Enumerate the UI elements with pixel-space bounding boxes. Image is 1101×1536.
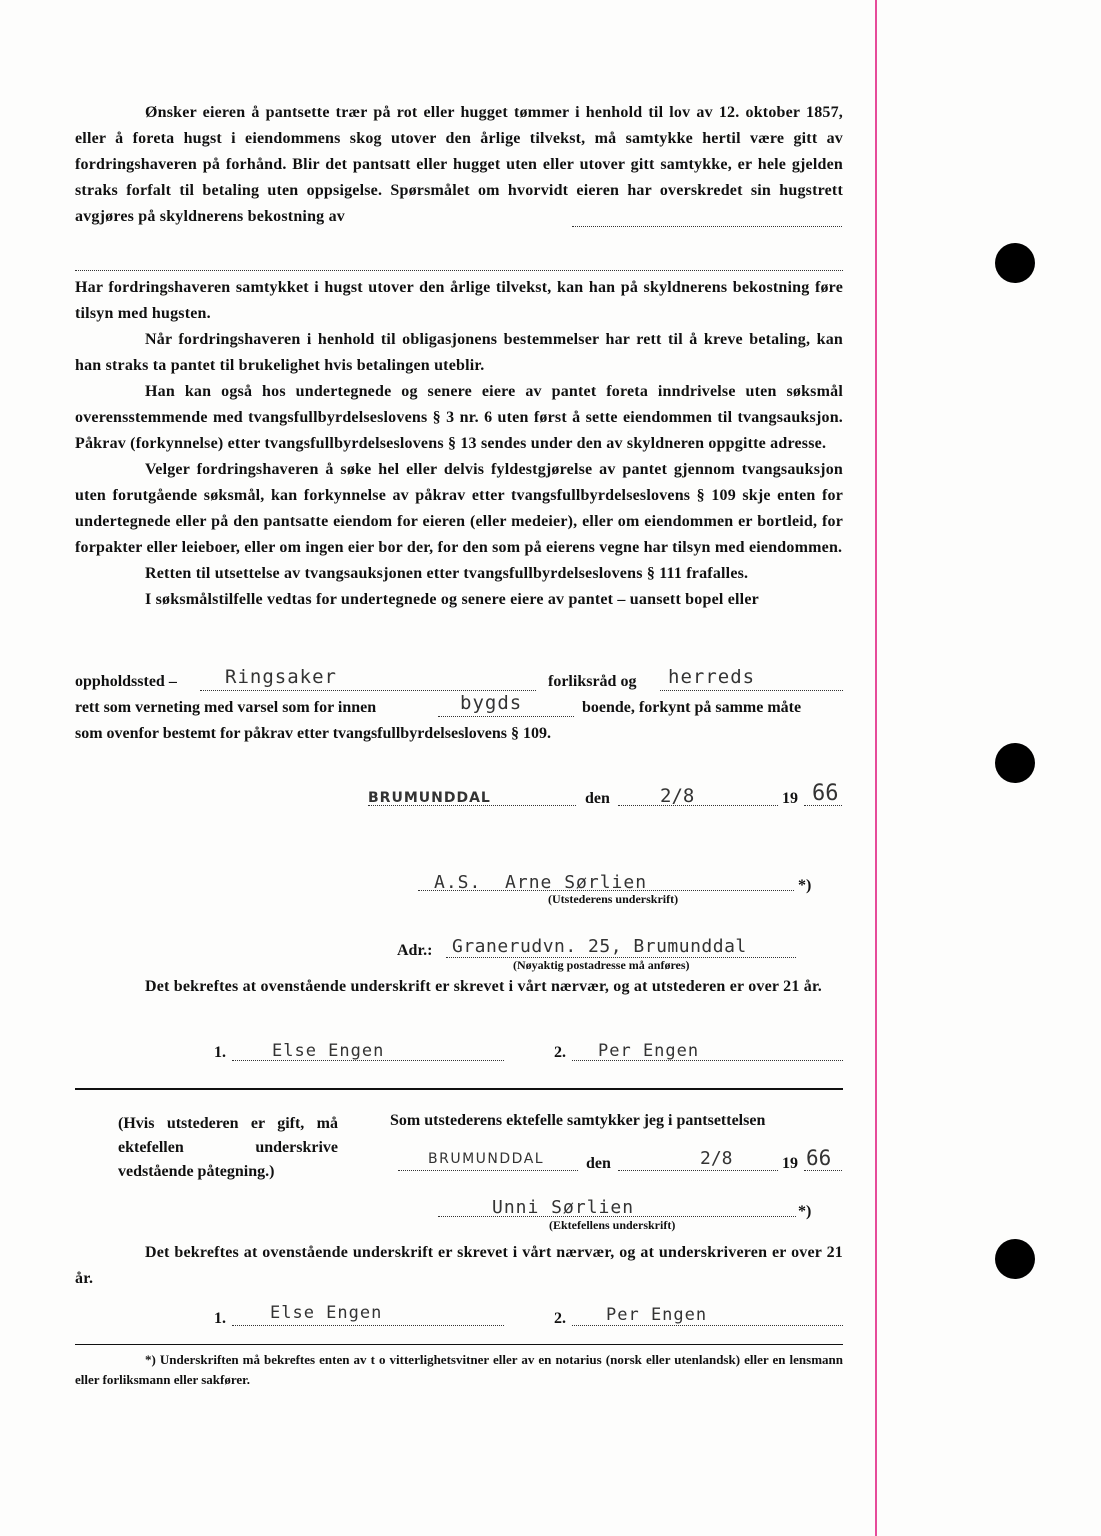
year-prefix: 19 [782, 1155, 798, 1172]
year-value: 66 [806, 1146, 832, 1170]
venue-place: Ringsaker [225, 666, 337, 688]
spouse-note: (Hvis utstederen er gift, må ektefellen underskrive vedstående påtegning.) [118, 1115, 338, 1180]
punch-hole [995, 243, 1035, 283]
witness-signature: Per Engen [606, 1305, 708, 1325]
spouse-signature: Unni Sørlien [492, 1197, 635, 1218]
fill-line [804, 1170, 842, 1171]
issuer-caption: (Utstederens underskrift) [548, 892, 679, 906]
fill-line [200, 690, 536, 691]
witness-signature: Else Engen [270, 1303, 383, 1323]
address-label: Adr.: [397, 942, 433, 959]
footnote-marker: *) [798, 877, 812, 894]
date-value: 2/8 [700, 1148, 733, 1169]
venue-prefix: oppholdssted – [75, 673, 177, 690]
punch-hole [995, 743, 1035, 783]
fill-line [75, 270, 843, 271]
paragraph-text: Når fordringshaveren i henhold til obligasjonens bestemmelser har rett til å kreve betaling, kan han straks ta pantet til brukelighet hvis betalingen uteblir. [75, 331, 843, 374]
spouse-consent: Som utstederens ektefelle samtykker jeg i pantsettelsen [390, 1112, 766, 1129]
fill-line [572, 226, 842, 227]
spouse-caption: (Ektefellens underskrift) [549, 1218, 676, 1232]
confirmation-issuer [75, 974, 843, 1000]
fill-line [618, 1170, 778, 1171]
witness-number: 1. [214, 1310, 226, 1327]
date-value: 2/8 [660, 785, 695, 807]
fill-line [438, 716, 574, 717]
venue-line3: som ovenfor bestemt for påkrav etter tvangsfullbyrdelseslovens § 109. [75, 725, 551, 742]
year-value: 66 [812, 781, 839, 806]
date-place: BRUMUNDDAL [368, 790, 491, 806]
date-place: BRUMUNDDAL [428, 1151, 545, 1167]
witness-line [572, 1325, 843, 1326]
address-caption: (Nøyaktig postadresse må anføres) [513, 958, 690, 972]
venue-line2-suffix: boende, forkynt på samme måte [582, 699, 802, 716]
section-divider [75, 1088, 843, 1090]
venue-area: bygds [460, 692, 523, 714]
paragraph-text: Han kan også hos undertegnede og senere eiere av pantet foreta inndrivelse uten søksmål overensstemmende med tvangsfullbyrdelseslovens § 3 nr. 6 uten først å sette eiendommen til tvangsauksjon. Påkrav (forkynnelse) etter tvangsfullbyrdelseslovens § 13 sendes under den av skyldneren oppgitte adresse. [75, 383, 843, 452]
paragraph-text: I søksmålstilfelle vedtas for undertegnede og senere eiere av pantet – uansett bopel eller [145, 591, 759, 608]
address-value: Granerudvn. 25, Brumunddal [452, 936, 747, 957]
footnote: *) Underskriften må bekreftes enten av t o vitterlighetsvitner eller av en notarius (norsk eller utenlandsk) eller en lensmann eller forliksmann eller sakfører. [75, 1352, 843, 1387]
venue-mid: forliksråd og [548, 673, 637, 690]
fill-line [618, 805, 778, 806]
confirmation-text: Det bekreftes at ovenstående underskrift er skrevet i vårt nærvær, og at underskriveren er over 21 år. [75, 1244, 843, 1287]
witness-number: 2. [554, 1310, 566, 1327]
paragraph-text: Retten til utsettelse av tvangsauksjonen etter tvangsfullbyrdelseslovens § 111 frafalles. [145, 565, 749, 582]
witness-number: 1. [214, 1044, 226, 1061]
footnote-divider [75, 1344, 843, 1345]
footnote-marker: *) [798, 1203, 812, 1220]
date-den-label: den [586, 1155, 611, 1172]
witness-signature: Else Engen [272, 1041, 385, 1061]
confirmation-text: Det bekreftes at ovenstående underskrift er skrevet i vårt nærvær, og at utstederen er over 21 år. [145, 978, 822, 995]
punch-hole [995, 1239, 1035, 1279]
margin-line [875, 0, 877, 1536]
date-den-label: den [585, 790, 610, 807]
fill-line [660, 690, 843, 691]
paragraph-text: Velger fordringshaveren å søke hel eller delvis fyldestgjørelse av pantet gjennom tvangsauksjon uten forutgående søksmål, kan forkynnelse av påkrav etter tvangsfullbyrdelseslovens § 109 skje enten for undertegnede eller på den pantsatte eiendom for eieren (eller medeier), eller om eiendommen er bortleid, for forpakter eller leieboer, eller om ingen eier bor der, for den som på eierens vegne har tilsyn med eiendommen. [75, 461, 843, 556]
witness-number: 2. [554, 1044, 566, 1061]
witness-line [232, 1325, 504, 1326]
fill-line [398, 1170, 578, 1171]
paragraph-text: Ønsker eieren å pantsette trær på rot eller hugget tømmer i henhold til lov av 12. oktober 1857, eller å foreta hugst i eiendommens skog utover den årlige tilvekst, må samtykke hertil være gitt av fordringshaveren på forhånd. Blir det pantsatt eller hugget uten eller utover gitt samtykke, er hele gjelden straks forfalt til betaling uten oppsigelse. Spørsmålet om hvorvidt eieren har overskredet sin hugstrett avgjøres på skyldnerens bekostning av [75, 104, 843, 225]
confirmation-spouse [75, 1240, 843, 1292]
venue-line2: rett som verneting med varsel som for innen [75, 699, 377, 716]
issuer-signature: A.S. Arne Sørlien [434, 872, 648, 893]
paragraph-text: Har fordringshaveren samtykket i hugst utover den årlige tilvekst, kan han på skyldnerens bekostning føre tilsyn med hugsten. [75, 279, 843, 322]
paragraph-hugst [75, 100, 843, 230]
witness-signature: Per Engen [598, 1041, 700, 1061]
venue-court: herreds [668, 666, 756, 688]
year-prefix: 19 [782, 790, 798, 807]
paragraph-block [75, 275, 843, 613]
